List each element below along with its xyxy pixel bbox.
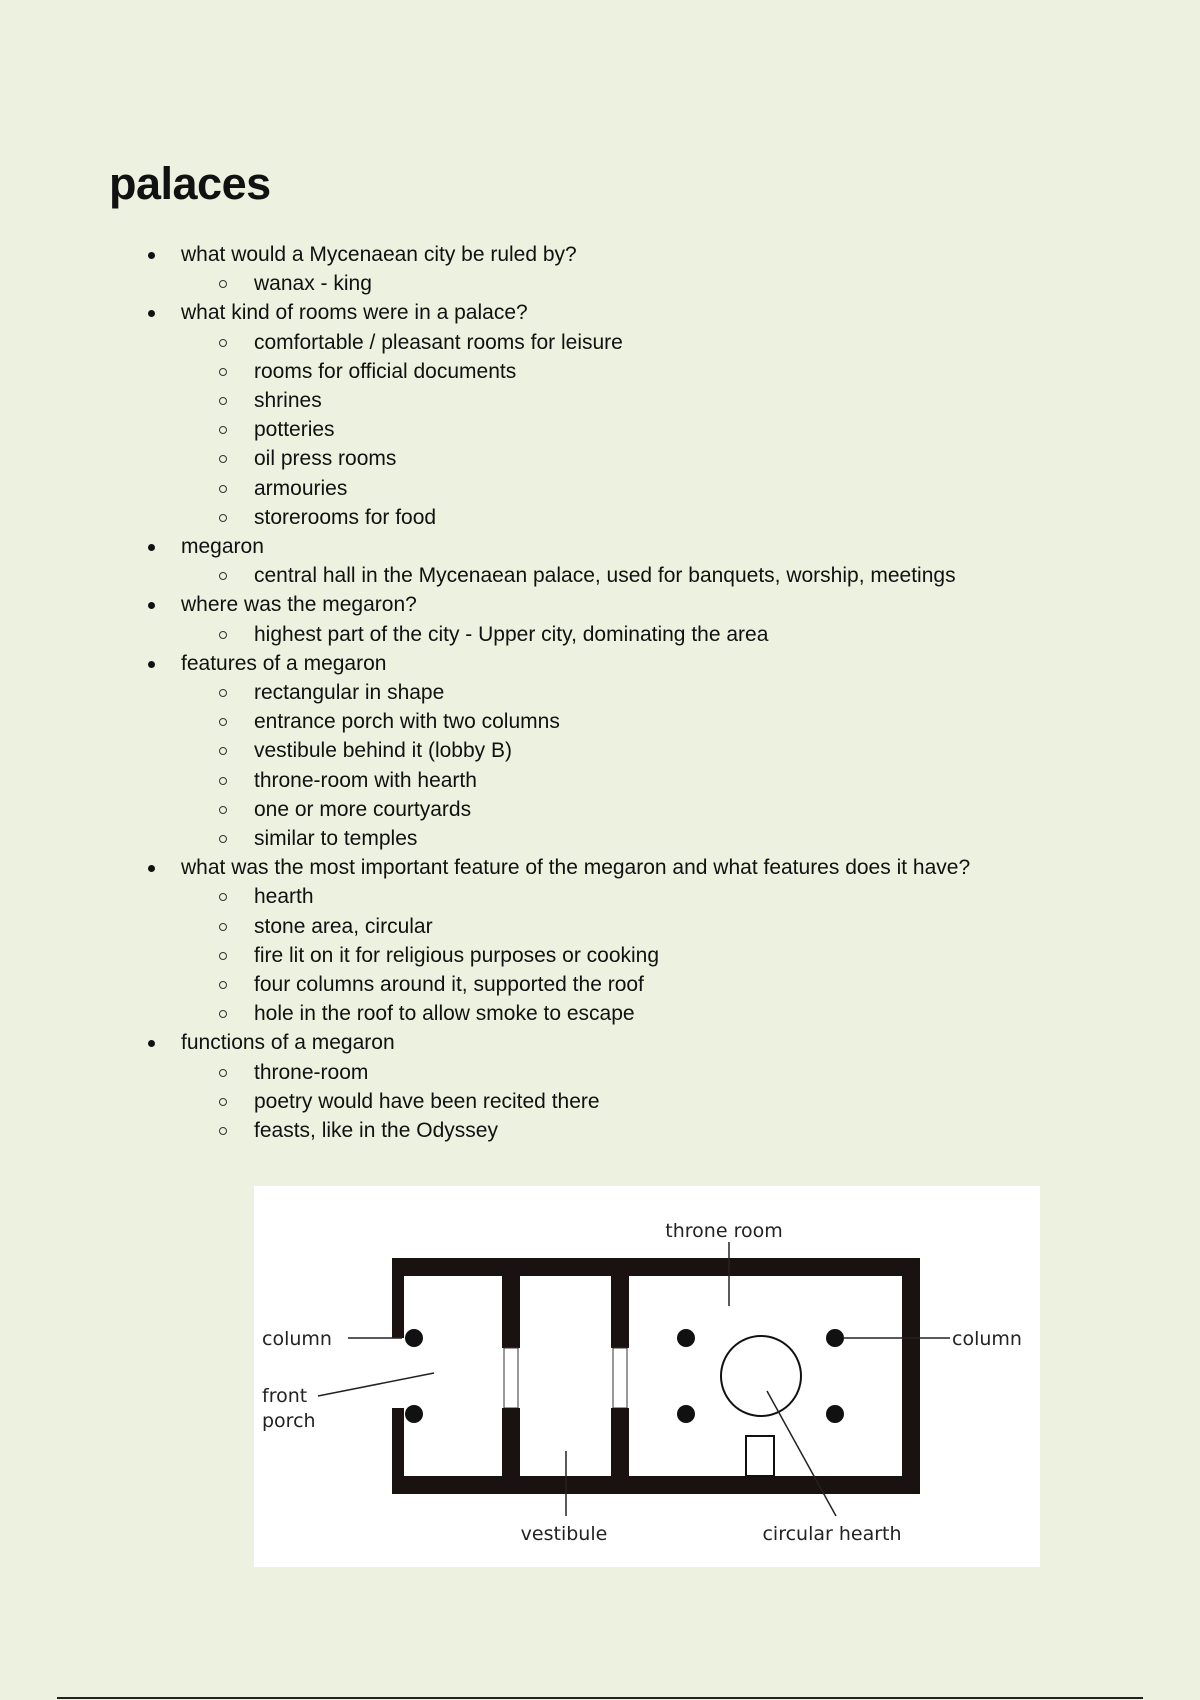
note-hearth bbox=[0, 853, 1200, 1028]
answer-item: throne-room with hearth bbox=[181, 766, 1200, 795]
circular-hearth bbox=[721, 1336, 801, 1416]
partition-wall-1-upper bbox=[502, 1276, 520, 1348]
answer-list bbox=[181, 328, 1200, 532]
question-text: what was the most important feature of the megaron and what features does it have? bbox=[181, 856, 971, 880]
wall-left-upper bbox=[392, 1258, 404, 1338]
note-megaron bbox=[0, 532, 1200, 590]
megaron-plan-svg bbox=[254, 1186, 1040, 1567]
answer-item: four columns around it, supported the roof bbox=[181, 970, 1200, 999]
page-title: palaces bbox=[109, 158, 271, 209]
note-functions bbox=[0, 1028, 1200, 1145]
answer-item: entrance porch with two columns bbox=[181, 707, 1200, 736]
throne-column-bottom-left bbox=[677, 1405, 695, 1423]
question-text: functions of a megaron bbox=[181, 1031, 395, 1055]
answer-item: hole in the roof to allow smoke to escape bbox=[181, 999, 1200, 1028]
answer-item: rectangular in shape bbox=[181, 678, 1200, 707]
answer-item: highest part of the city - Upper city, dominating the area bbox=[181, 620, 1200, 649]
answer-item: throne-room bbox=[181, 1058, 1200, 1087]
answer-item: hearth bbox=[181, 882, 1200, 911]
note-ruler bbox=[0, 240, 1200, 298]
question-text: what kind of rooms were in a palace? bbox=[181, 301, 528, 325]
label-vestibule: vestibule bbox=[520, 1523, 608, 1545]
answer-list bbox=[181, 620, 1200, 649]
note-rooms bbox=[0, 298, 1200, 532]
page-bottom-rule bbox=[57, 1697, 1143, 1699]
label-column-right: column bbox=[952, 1328, 1022, 1350]
throne-seat bbox=[746, 1436, 774, 1476]
answer-list bbox=[181, 561, 1200, 590]
leader-circular-hearth bbox=[767, 1391, 836, 1516]
answer-item: stone area, circular bbox=[181, 912, 1200, 941]
answer-item: vestibule behind it (lobby B) bbox=[181, 736, 1200, 765]
answer-list bbox=[181, 269, 1200, 298]
answer-item: potteries bbox=[181, 415, 1200, 444]
question-text: megaron bbox=[181, 535, 264, 559]
question-text: features of a megaron bbox=[181, 651, 387, 675]
partition-wall-1-lower bbox=[502, 1408, 520, 1476]
doorway-2 bbox=[613, 1348, 627, 1408]
question-text: what would a Mycenaean city be ruled by? bbox=[181, 243, 577, 266]
answer-item: one or more courtyards bbox=[181, 795, 1200, 824]
note-megaron-location bbox=[0, 590, 1200, 648]
notes-list bbox=[0, 240, 1200, 1145]
answer-list bbox=[181, 1058, 1200, 1146]
wall-top bbox=[392, 1258, 920, 1276]
doorway-1 bbox=[504, 1348, 518, 1408]
answer-item: fire lit on it for religious purposes or cooking bbox=[181, 941, 1200, 970]
porch-column-top bbox=[405, 1329, 423, 1347]
partition-wall-2-upper bbox=[611, 1276, 629, 1348]
label-throne-room: throne room bbox=[665, 1220, 783, 1242]
answer-item: storerooms for food bbox=[181, 503, 1200, 532]
answer-item: rooms for official documents bbox=[181, 357, 1200, 386]
answer-item: comfortable / pleasant rooms for leisure bbox=[181, 328, 1200, 357]
answer-item: central hall in the Mycenaean palace, used for banquets, worship, meetings bbox=[181, 561, 1200, 590]
wall-right bbox=[902, 1258, 920, 1494]
answer-item: armouries bbox=[181, 474, 1200, 503]
throne-column-top-right bbox=[826, 1329, 844, 1347]
question-text: where was the megaron? bbox=[181, 593, 417, 617]
answer-item: wanax - king bbox=[181, 269, 1200, 298]
answer-item: similar to temples bbox=[181, 824, 1200, 853]
answer-list bbox=[181, 678, 1200, 853]
throne-column-bottom-right bbox=[826, 1405, 844, 1423]
label-circular-hearth: circular hearth bbox=[762, 1523, 902, 1545]
answer-item: shrines bbox=[181, 386, 1200, 415]
answer-list bbox=[181, 882, 1200, 1028]
leader-front-porch bbox=[318, 1373, 434, 1396]
wall-bottom bbox=[392, 1476, 920, 1494]
wall-left-lower bbox=[392, 1408, 404, 1494]
note-megaron-features bbox=[0, 649, 1200, 853]
answer-item: poetry would have been recited there bbox=[181, 1087, 1200, 1116]
megaron-plan-diagram bbox=[254, 1186, 1040, 1567]
label-front-porch-line1: front bbox=[262, 1385, 308, 1407]
partition-wall-2-lower bbox=[611, 1408, 629, 1476]
answer-item: oil press rooms bbox=[181, 444, 1200, 473]
porch-column-bottom bbox=[405, 1405, 423, 1423]
label-front-porch-line2: porch bbox=[262, 1410, 316, 1432]
throne-column-top-left bbox=[677, 1329, 695, 1347]
answer-item: feasts, like in the Odyssey bbox=[181, 1116, 1200, 1145]
label-column-left: column bbox=[262, 1328, 332, 1350]
